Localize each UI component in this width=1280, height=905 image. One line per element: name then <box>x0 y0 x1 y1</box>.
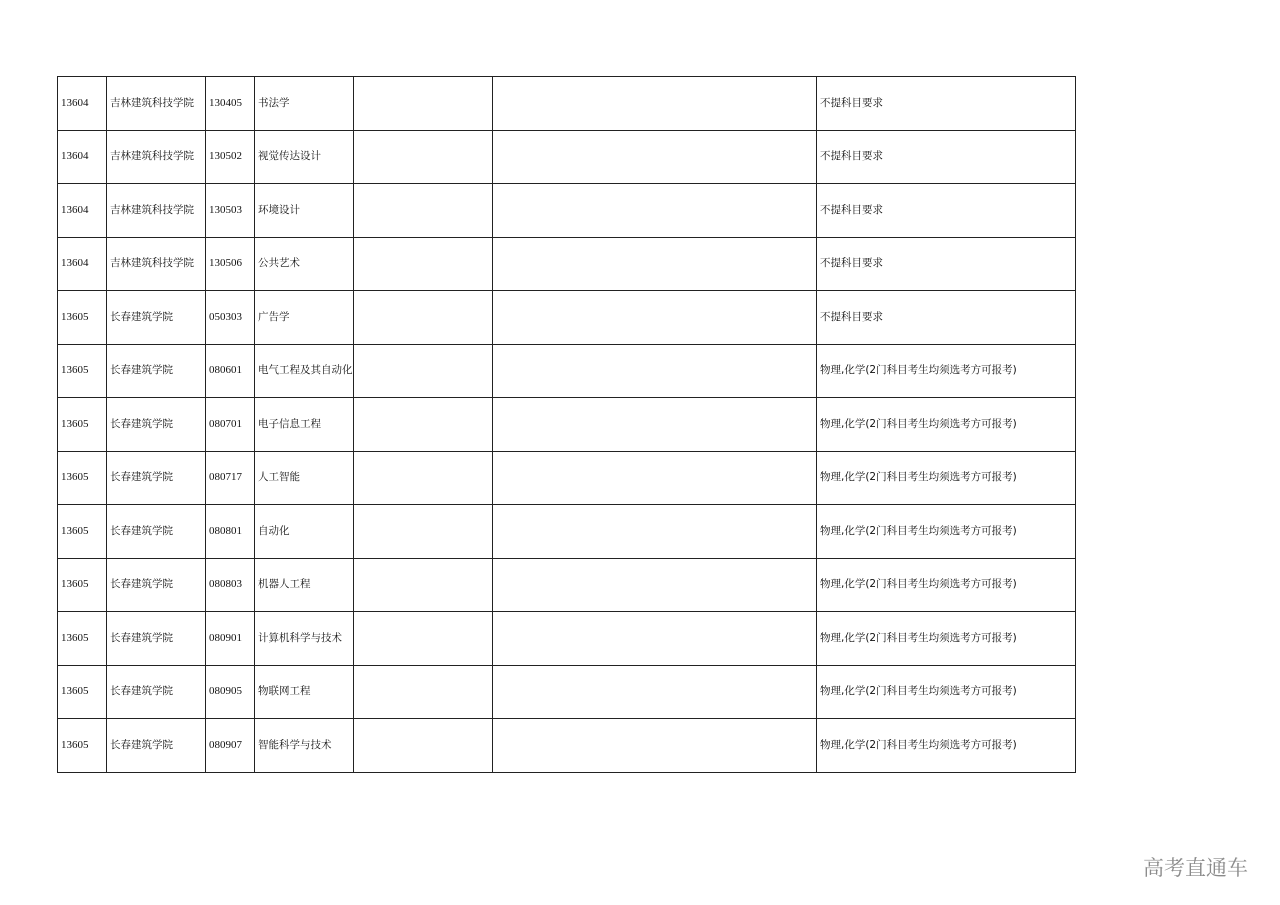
empty-cell <box>493 291 817 345</box>
major-name-cell: 智能科学与技术 <box>255 719 354 773</box>
empty-cell <box>493 505 817 559</box>
table-row <box>58 184 1076 238</box>
school-code-cell: 13605 <box>58 719 107 773</box>
table-row <box>58 291 1076 345</box>
empty-cell <box>493 184 817 238</box>
school-code-cell: 13604 <box>58 184 107 238</box>
major-name-cell: 物联网工程 <box>255 665 354 719</box>
empty-cell <box>354 237 493 291</box>
empty-cell <box>354 719 493 773</box>
school-code-cell: 13604 <box>58 77 107 131</box>
school-code-cell: 13605 <box>58 505 107 559</box>
table-row <box>58 77 1076 131</box>
table-row <box>58 558 1076 612</box>
empty-cell <box>493 451 817 505</box>
subject-requirement-cell: 物理,化学(2门科目考生均须选考方可报考) <box>817 558 1076 612</box>
major-name-cell: 机器人工程 <box>255 558 354 612</box>
major-code-cell: 130502 <box>206 130 255 184</box>
empty-cell <box>354 665 493 719</box>
major-name-cell: 广告学 <box>255 291 354 345</box>
major-name-cell: 书法学 <box>255 77 354 131</box>
major-name-cell: 人工智能 <box>255 451 354 505</box>
empty-cell <box>493 665 817 719</box>
school-code-cell: 13605 <box>58 291 107 345</box>
major-code-cell: 080901 <box>206 612 255 666</box>
major-code-cell: 130506 <box>206 237 255 291</box>
table-row <box>58 612 1076 666</box>
table-row <box>58 237 1076 291</box>
empty-cell <box>493 612 817 666</box>
school-name-cell: 长春建筑学院 <box>107 719 206 773</box>
subject-requirement-cell: 不提科目要求 <box>817 237 1076 291</box>
school-name-cell: 长春建筑学院 <box>107 612 206 666</box>
empty-cell <box>493 344 817 398</box>
school-code-cell: 13604 <box>58 237 107 291</box>
school-code-cell: 13605 <box>58 612 107 666</box>
empty-cell <box>354 184 493 238</box>
school-name-cell: 长春建筑学院 <box>107 505 206 559</box>
empty-cell <box>354 344 493 398</box>
school-code-cell: 13605 <box>58 344 107 398</box>
subject-requirement-cell: 物理,化学(2门科目考生均须选考方可报考) <box>817 505 1076 559</box>
school-name-cell: 吉林建筑科技学院 <box>107 130 206 184</box>
table-row <box>58 130 1076 184</box>
table-row <box>58 451 1076 505</box>
watermark-text: 高考直通车 <box>1143 856 1248 880</box>
school-name-cell: 长春建筑学院 <box>107 291 206 345</box>
table-row <box>58 398 1076 452</box>
subject-requirement-cell: 物理,化学(2门科目考生均须选考方可报考) <box>817 344 1076 398</box>
empty-cell <box>354 130 493 184</box>
major-code-cell: 080907 <box>206 719 255 773</box>
empty-cell <box>493 719 817 773</box>
major-name-cell: 电气工程及其自动化 <box>255 344 354 398</box>
empty-cell <box>493 558 817 612</box>
major-code-cell: 130503 <box>206 184 255 238</box>
major-name-cell: 计算机科学与技术 <box>255 612 354 666</box>
table-row <box>58 344 1076 398</box>
school-name-cell: 吉林建筑科技学院 <box>107 237 206 291</box>
major-code-cell: 080701 <box>206 398 255 452</box>
school-name-cell: 长春建筑学院 <box>107 665 206 719</box>
major-code-cell: 050303 <box>206 291 255 345</box>
school-name-cell: 吉林建筑科技学院 <box>107 77 206 131</box>
school-code-cell: 13605 <box>58 451 107 505</box>
school-code-cell: 13605 <box>58 665 107 719</box>
empty-cell <box>354 612 493 666</box>
major-name-cell: 视觉传达设计 <box>255 130 354 184</box>
major-code-cell: 080717 <box>206 451 255 505</box>
subject-requirement-cell: 不提科目要求 <box>817 291 1076 345</box>
empty-cell <box>493 130 817 184</box>
empty-cell <box>493 77 817 131</box>
major-code-cell: 080803 <box>206 558 255 612</box>
subject-requirements-table <box>57 76 1076 773</box>
subject-requirement-cell: 不提科目要求 <box>817 184 1076 238</box>
subject-requirement-cell: 物理,化学(2门科目考生均须选考方可报考) <box>817 398 1076 452</box>
major-name-cell: 自动化 <box>255 505 354 559</box>
major-code-cell: 130405 <box>206 77 255 131</box>
subject-requirement-cell: 物理,化学(2门科目考生均须选考方可报考) <box>817 451 1076 505</box>
school-code-cell: 13604 <box>58 130 107 184</box>
empty-cell <box>493 237 817 291</box>
subject-requirement-cell: 物理,化学(2门科目考生均须选考方可报考) <box>817 719 1076 773</box>
school-name-cell: 吉林建筑科技学院 <box>107 184 206 238</box>
subject-requirement-cell: 不提科目要求 <box>817 130 1076 184</box>
subject-requirement-cell: 物理,化学(2门科目考生均须选考方可报考) <box>817 665 1076 719</box>
empty-cell <box>354 77 493 131</box>
major-code-cell: 080801 <box>206 505 255 559</box>
school-name-cell: 长春建筑学院 <box>107 558 206 612</box>
table-row <box>58 505 1076 559</box>
major-name-cell: 环境设计 <box>255 184 354 238</box>
empty-cell <box>354 291 493 345</box>
major-name-cell: 电子信息工程 <box>255 398 354 452</box>
major-name-cell: 公共艺术 <box>255 237 354 291</box>
empty-cell <box>493 398 817 452</box>
empty-cell <box>354 398 493 452</box>
table-body <box>58 77 1076 773</box>
school-code-cell: 13605 <box>58 558 107 612</box>
major-code-cell: 080601 <box>206 344 255 398</box>
empty-cell <box>354 505 493 559</box>
table-row <box>58 665 1076 719</box>
subject-requirement-cell: 不提科目要求 <box>817 77 1076 131</box>
school-name-cell: 长春建筑学院 <box>107 398 206 452</box>
subject-requirement-cell: 物理,化学(2门科目考生均须选考方可报考) <box>817 612 1076 666</box>
major-code-cell: 080905 <box>206 665 255 719</box>
school-name-cell: 长春建筑学院 <box>107 451 206 505</box>
school-name-cell: 长春建筑学院 <box>107 344 206 398</box>
table-row <box>58 719 1076 773</box>
empty-cell <box>354 558 493 612</box>
school-code-cell: 13605 <box>58 398 107 452</box>
empty-cell <box>354 451 493 505</box>
